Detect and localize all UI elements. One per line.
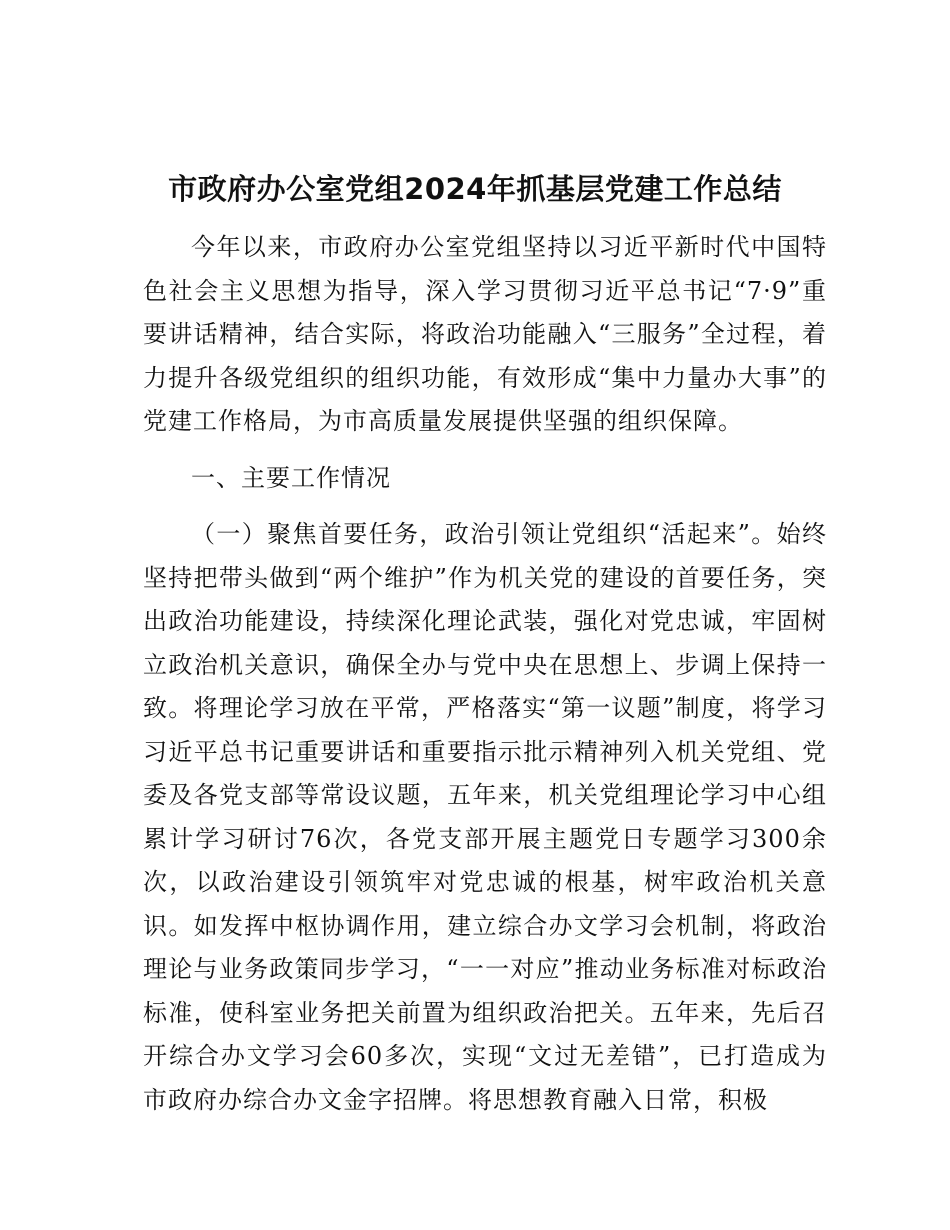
section-heading: 一、主要工作情况 — [191, 463, 391, 492]
intro-paragraph: 今年以来，市政府办公室党组坚持以习近平新时代中国特色社会主义思想为指导，深入学习贯彻习近平总书记“7·9”重要讲话精神，结合实际，将政治功能融入“三服务”全过程，着力提升各级党组织的组织功能，有效形成“集中力量办大事”的党建工作格局，为市高质量发展提供坚强的组织保障。 — [143, 233, 827, 435]
paragraph-spacer — [143, 500, 827, 513]
document-body — [143, 226, 827, 1122]
section-paragraph: （一）聚焦首要任务，政治引领让党组织“活起来”。始终坚持把带头做到“两个维护”作为机关党的建设的首要任务，突出政治功能建设，持续深化理论武装，强化对党忠诚，牢固树立政治机关意识，确保全办与党中央在思想上、步调上保持一致。将理论学习放在平常，严格落实“第一议题”制度，将学习习近平总书记重要讲话和重要指示批示精神列入机关党组、党委及各党支部等常设议题，五年来，机关党组理论学习中心组累计学习研讨76次，各党支部开展主题党日专题学习300余次，以政治建设引领筑牢对党忠诚的根基，树牢政治机关意识。如发挥中枢协调作用，建立综合办文学习会机制，将政治理论与业务政策同步学习，“一一对应”推动业务标准对标政治标准，使科室业务把关前置为组织政治把关。五年来，先后召开综合办文学习会60多次，实现“文过无差错”，已打造成为市政府办综合办文金字招牌。将思想教育融入日常，积极 — [143, 520, 827, 1114]
paragraph-spacer — [143, 444, 827, 457]
document-title: 市政府办公室党组2024年抓基层党建工作总结 — [168, 172, 782, 206]
